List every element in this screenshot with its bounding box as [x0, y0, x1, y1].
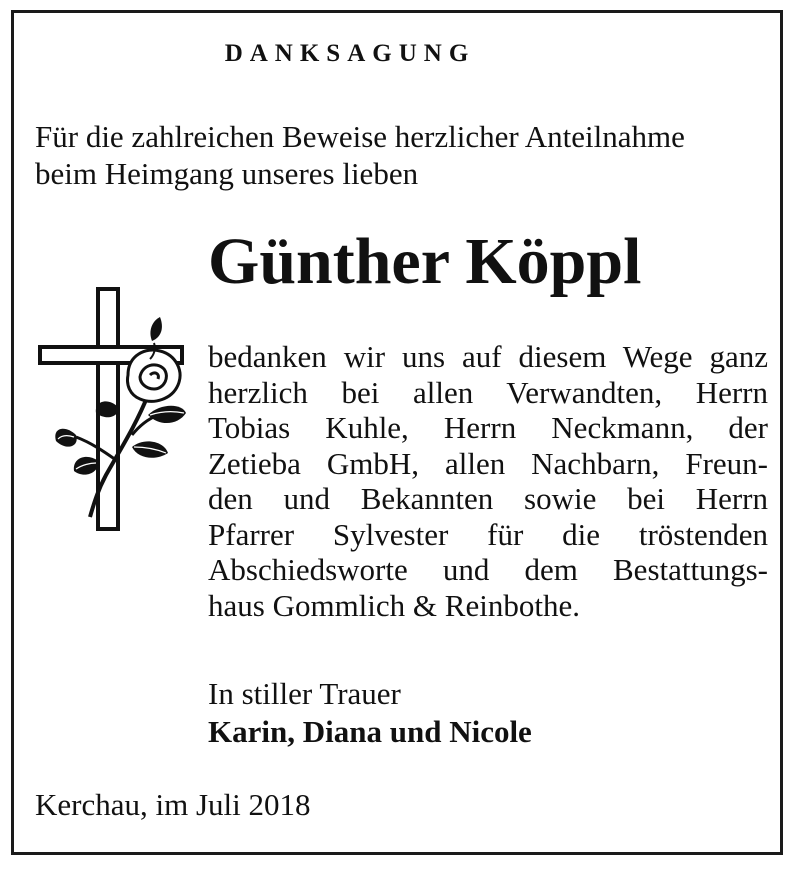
intro-line: Für die zahlreichen Beweise herzlicher Anteilnahme [35, 119, 685, 154]
text-line: herzlich bei allen Verwandten, Herrn [208, 374, 768, 410]
text-line: haus Gommlich & Reinbothe. [208, 587, 580, 623]
closing-block [208, 675, 532, 751]
text-line: Tobias Kuhle, Herrn Neckmann, der [208, 410, 768, 445]
intro-line: beim Heimgang unseres lieben [35, 156, 419, 191]
deceased-name: Günther Köppl [208, 225, 642, 298]
signers: Karin, Diana und Nicole [208, 714, 532, 749]
closing-phrase: In stiller Trauer [208, 676, 401, 711]
place-date: Kerchau, im Juli 2018 [35, 787, 311, 822]
intro-text [35, 118, 775, 192]
text-line: Pfarrer Sylvester für die tröstenden [208, 516, 768, 552]
acknowledgement-text [208, 339, 768, 623]
text-line: Zetieba GmbH, allen Nachbarn, Freun- [208, 445, 768, 481]
text-line: bedanken wir uns auf diesem Wege ganz [208, 339, 768, 374]
text-line: Abschiedsworte und dem Bestattungs- [208, 552, 768, 587]
notice-heading: DANKSAGUNG [224, 40, 476, 67]
cross-with-rose-icon [36, 285, 188, 537]
text-line: den und Bekannten sowie bei Herrn [208, 481, 768, 516]
